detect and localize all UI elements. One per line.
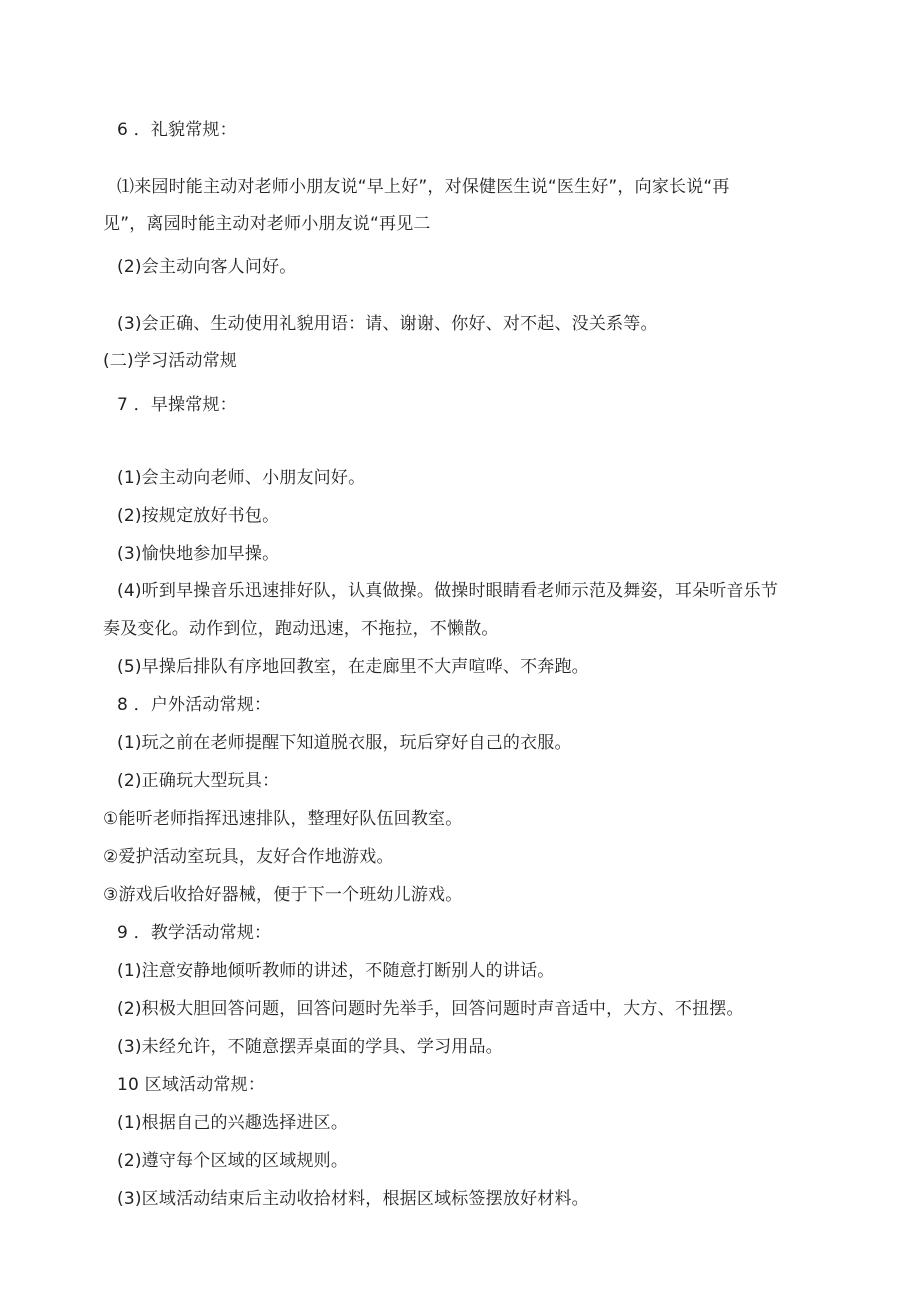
paragraph-line: (2)遵守每个区域的区域规则。 bbox=[117, 1151, 349, 1171]
paragraph-line: (4)听到早操音乐迅速排好队，认真做操。做操时眼睛看老师示范及舞姿，耳朵听音乐节 bbox=[117, 581, 779, 601]
paragraph-line: (2)按规定放好书包。 bbox=[117, 506, 280, 526]
subsection-heading: (二)学习活动常规 bbox=[103, 351, 238, 371]
paragraph-line: (2)积极大胆回答问题，回答问题时先举手，回答问题时声音适中，大方、不扭摆。 bbox=[117, 999, 744, 1019]
paragraph-line: (2)会主动向客人问好。 bbox=[117, 257, 297, 277]
paragraph-line: ①能听老师指挥迅速排队，整理好队伍回教室。 bbox=[103, 809, 463, 829]
paragraph-line: (1)注意安静地倾听教师的讲述，不随意打断别人的讲话。 bbox=[117, 961, 555, 981]
paragraph-line: (3)愉快地参加早操。 bbox=[117, 544, 280, 564]
section-heading-8: 8 ．户外活动常规： bbox=[117, 695, 272, 715]
section-heading-10: 10 区域活动常规： bbox=[117, 1075, 266, 1095]
paragraph-line: 奏及变化。动作到位，跑动迅速，不拖拉，不懒散。 bbox=[103, 619, 499, 639]
paragraph-line: (1)会主动向老师、小朋友问好。 bbox=[117, 468, 366, 488]
paragraph-line: ③游戏后收拾好器械，便于下一个班幼儿游戏。 bbox=[103, 885, 463, 905]
paragraph-line: ②爱护活动室玩具，友好合作地游戏。 bbox=[103, 847, 394, 867]
paragraph-line: (1)玩之前在老师提醒下知道脱衣服，玩后穿好自己的衣服。 bbox=[117, 733, 572, 753]
paragraph-line: 见”，离园时能主动对老师小朋友说“再见二 bbox=[103, 214, 431, 234]
paragraph-line: ⑴来园时能主动对老师小朋友说“早上好”，对保健医生说“医生好”，向家长说“再 bbox=[117, 177, 730, 197]
paragraph-line: (3)未经允许，不随意摆弄桌面的学具、学习用品。 bbox=[117, 1037, 503, 1057]
section-heading-6: 6 ．礼貌常规： bbox=[117, 120, 237, 140]
paragraph-line: (3)会正确、生动使用礼貌用语：请、谢谢、你好、对不起、没关系等。 bbox=[117, 314, 658, 334]
section-heading-7: 7 ．早操常规： bbox=[117, 395, 237, 415]
paragraph-line: (3)区域活动结束后主动收拾材料，根据区域标签摆放好材料。 bbox=[117, 1189, 589, 1209]
section-heading-9: 9 ．教学活动常规： bbox=[117, 923, 272, 943]
paragraph-line: (5)早操后排队有序地回教室，在走廊里不大声喧哗、不奔跑。 bbox=[117, 657, 589, 677]
paragraph-line: (1)根据自己的兴趣选择进区。 bbox=[117, 1113, 349, 1133]
paragraph-line: (2)正确玩大型玩具： bbox=[117, 771, 280, 791]
